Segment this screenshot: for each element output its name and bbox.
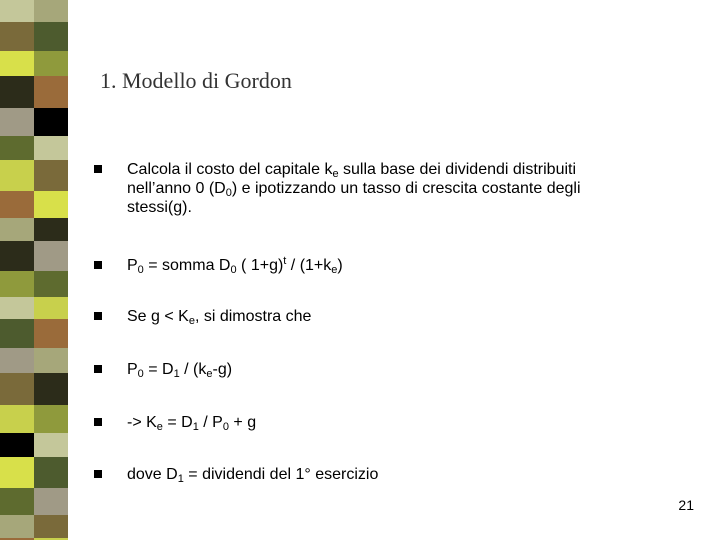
stripe-block [0,348,34,373]
stripe-block [34,136,68,160]
stripe-block [34,108,68,136]
stripe-block [34,0,68,22]
stripe-block [0,160,34,191]
bullet-marker-icon [94,418,102,426]
stripe-block [34,348,68,373]
stripe-block [0,0,34,22]
slide-title: 1. Modello di Gordon [100,68,292,93]
stripe-block [34,160,68,191]
stripe-block [0,191,34,218]
stripe-block [34,297,68,319]
stripe-block [34,51,68,76]
bullet-text: $P_0$ = somma $D_0$ ( $1+g)^t / (1+k_e)$ [127,255,343,276]
stripe-block [0,108,34,136]
stripe-block [34,76,68,108]
stripe-block [34,405,68,433]
bullet-text: Se $g < K_e$, si dimostra che [127,308,312,327]
stripe-block [34,319,68,348]
stripe-block [0,405,34,433]
stripe-block [0,76,34,108]
stripe-block [0,136,34,160]
stripe-block [0,488,34,515]
stripe-block [0,271,34,297]
bullet-text: dove $D_1$ = dividendi del 1° esercizio [127,466,379,485]
stripe-block [34,241,68,271]
stripe-block [0,515,34,538]
stripe-block [0,297,34,319]
stripe-block [34,488,68,515]
stripe-block [0,241,34,271]
stripe-block [0,218,34,241]
stripe-block [0,457,34,488]
bullet-text: -> $K_e = D_1 / P_0 + g$ [127,414,257,433]
stripe-block [34,515,68,538]
bullet-marker-icon [94,365,102,373]
stripe-block [0,433,34,457]
bullet-marker-icon [94,312,102,320]
stripe-block [34,218,68,241]
stripe-block [34,22,68,51]
bullet-marker-icon [94,470,102,478]
stripe-block [34,373,68,405]
decorative-side-stripe [0,0,68,540]
stripe-block [0,373,34,405]
bullet-text: $P_0 = D_1 / (k_e-g)$ [127,361,233,380]
stripe-block [0,51,34,76]
bullet-text: Calcola il costo del capitale $k_e$ sulla base dei dividendi distribuiti nell’anno 0 $(D_0)$ e ipotizzando un tasso di crescita costante degli stessi(g). [127,161,581,216]
stripe-block [0,22,34,51]
stripe-block [34,433,68,457]
bullet-marker-icon [94,165,102,173]
bullet-marker-icon [94,261,102,269]
stripe-block [34,191,68,218]
stripe-block [0,319,34,348]
stripe-block [34,271,68,297]
stripe-block [34,457,68,488]
page-number: 21 [678,497,694,513]
